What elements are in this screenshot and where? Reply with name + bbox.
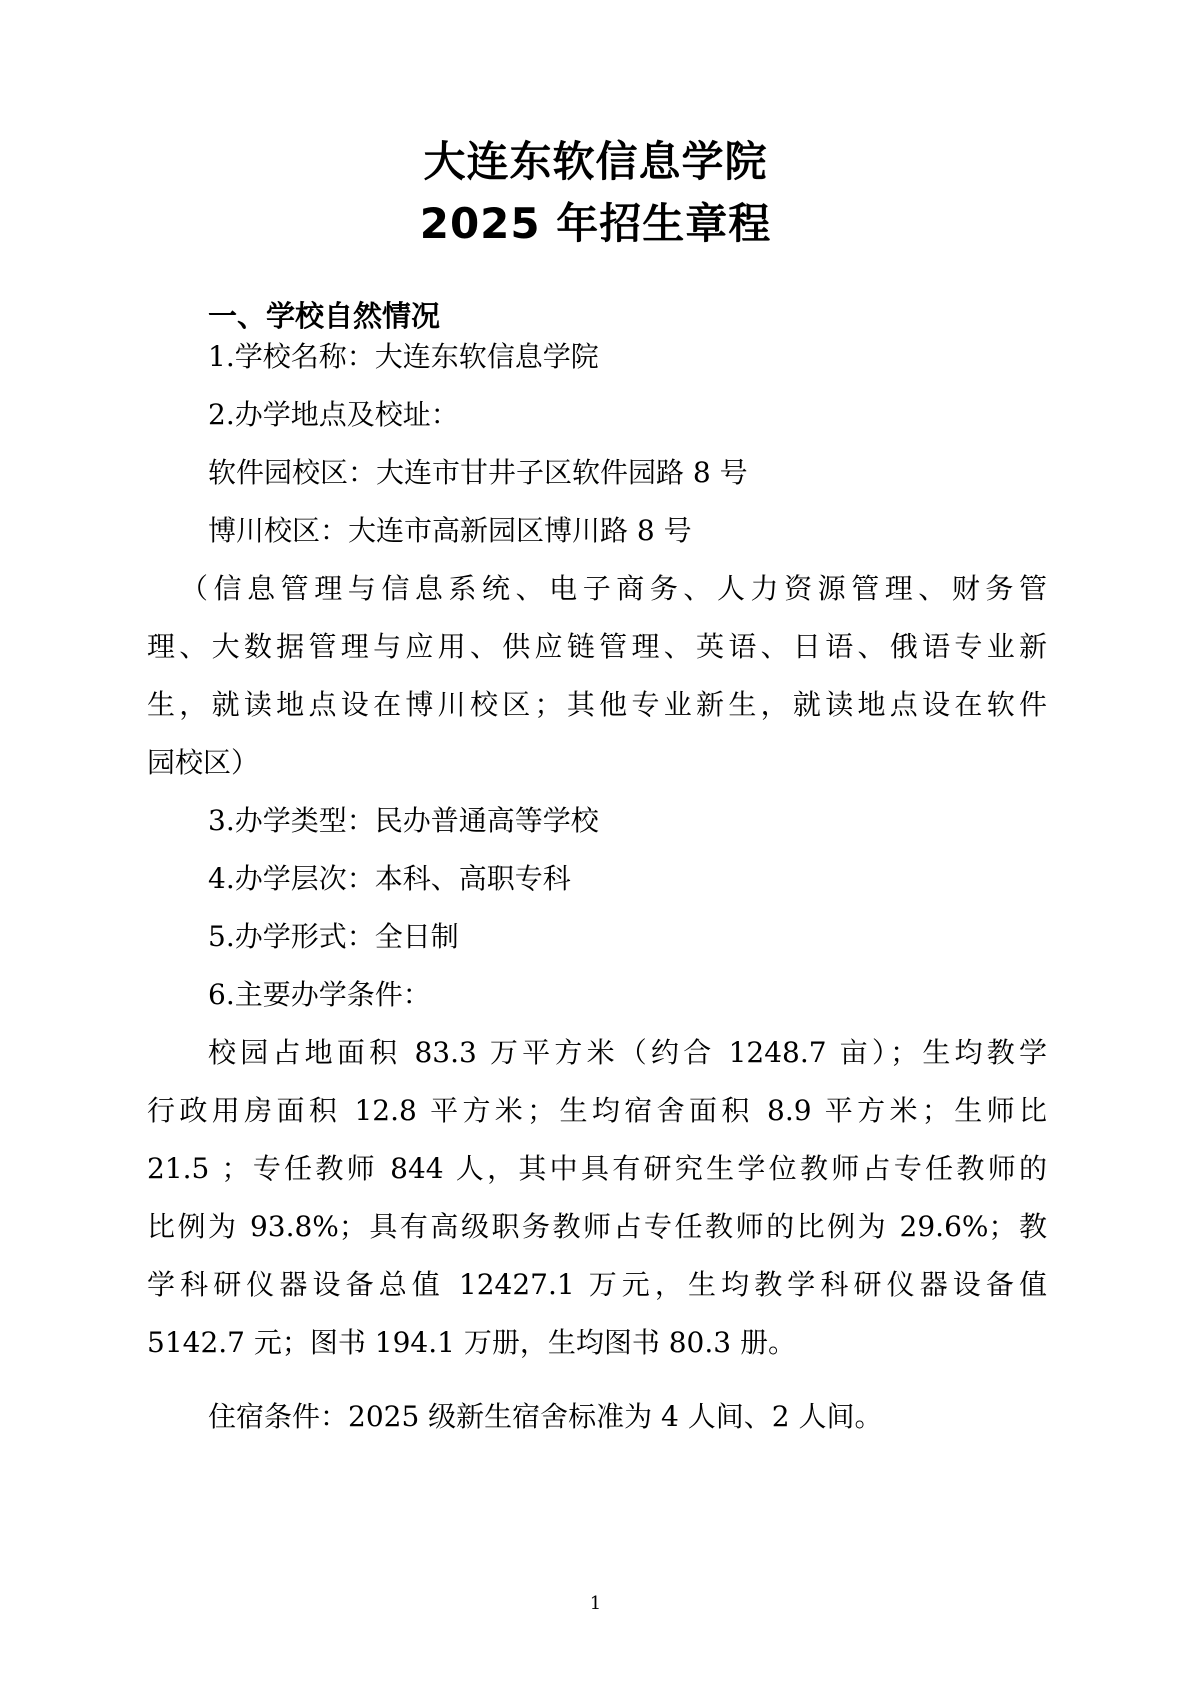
campus-note-line: 生，就读地点设在博川校区；其他专业新生，就读地点设在软件 xyxy=(147,688,1047,721)
document-title: 大连东软信息学院 xyxy=(423,137,768,186)
campus-note-line: 园校区） xyxy=(147,746,260,779)
item-location-heading: 2.办学地点及校址： xyxy=(208,398,459,431)
conditions-line: 校园占地面积 83.3 万平方米（约合 1248.7 亩）；生均教学 xyxy=(208,1036,1047,1069)
conditions-line: 21.5 ；专任教师 844 人，其中具有研究生学位教师占专任教师的 xyxy=(147,1152,1047,1185)
campus-software-park: 软件园校区：大连市甘井子区软件园路 8 号 xyxy=(208,456,748,489)
campus-note-line: 理、大数据管理与应用、供应链管理、英语、日语、俄语专业新 xyxy=(147,630,1047,663)
item-school-name: 1.学校名称：大连东软信息学院 xyxy=(208,340,599,373)
item-school-form: 5.办学形式：全日制 xyxy=(208,920,459,953)
conditions-line: 5142.7 元；图书 194.1 万册，生均图书 80.3 册。 xyxy=(147,1326,796,1359)
item-school-level: 4.办学层次：本科、高职专科 xyxy=(208,862,571,895)
conditions-line: 比例为 93.8%；具有高级职务教师占专任教师的比例为 29.6%；教 xyxy=(147,1210,1047,1243)
conditions-line: 学科研仪器设备总值 12427.1 万元，生均教学科研仪器设备值 xyxy=(147,1268,1047,1301)
document-subtitle: 2025 年招生章程 xyxy=(419,199,772,248)
page-number: 1 xyxy=(589,1593,602,1614)
campus-note-line: （信息管理与信息系统、电子商务、人力资源管理、财务管 xyxy=(180,572,1047,605)
item-main-conditions: 6.主要办学条件： xyxy=(208,978,431,1011)
item-school-type: 3.办学类型：民办普通高等学校 xyxy=(208,804,599,837)
conditions-line: 行政用房面积 12.8 平方米；生均宿舍面积 8.9 平方米；生师比 xyxy=(147,1094,1047,1127)
section-heading: 一、学校自然情况 xyxy=(208,299,441,333)
accommodation-paragraph: 住宿条件：2025 级新生宿舍标准为 4 人间、2 人间。 xyxy=(208,1400,883,1433)
campus-bochuan: 博川校区：大连市高新园区博川路 8 号 xyxy=(208,514,692,547)
